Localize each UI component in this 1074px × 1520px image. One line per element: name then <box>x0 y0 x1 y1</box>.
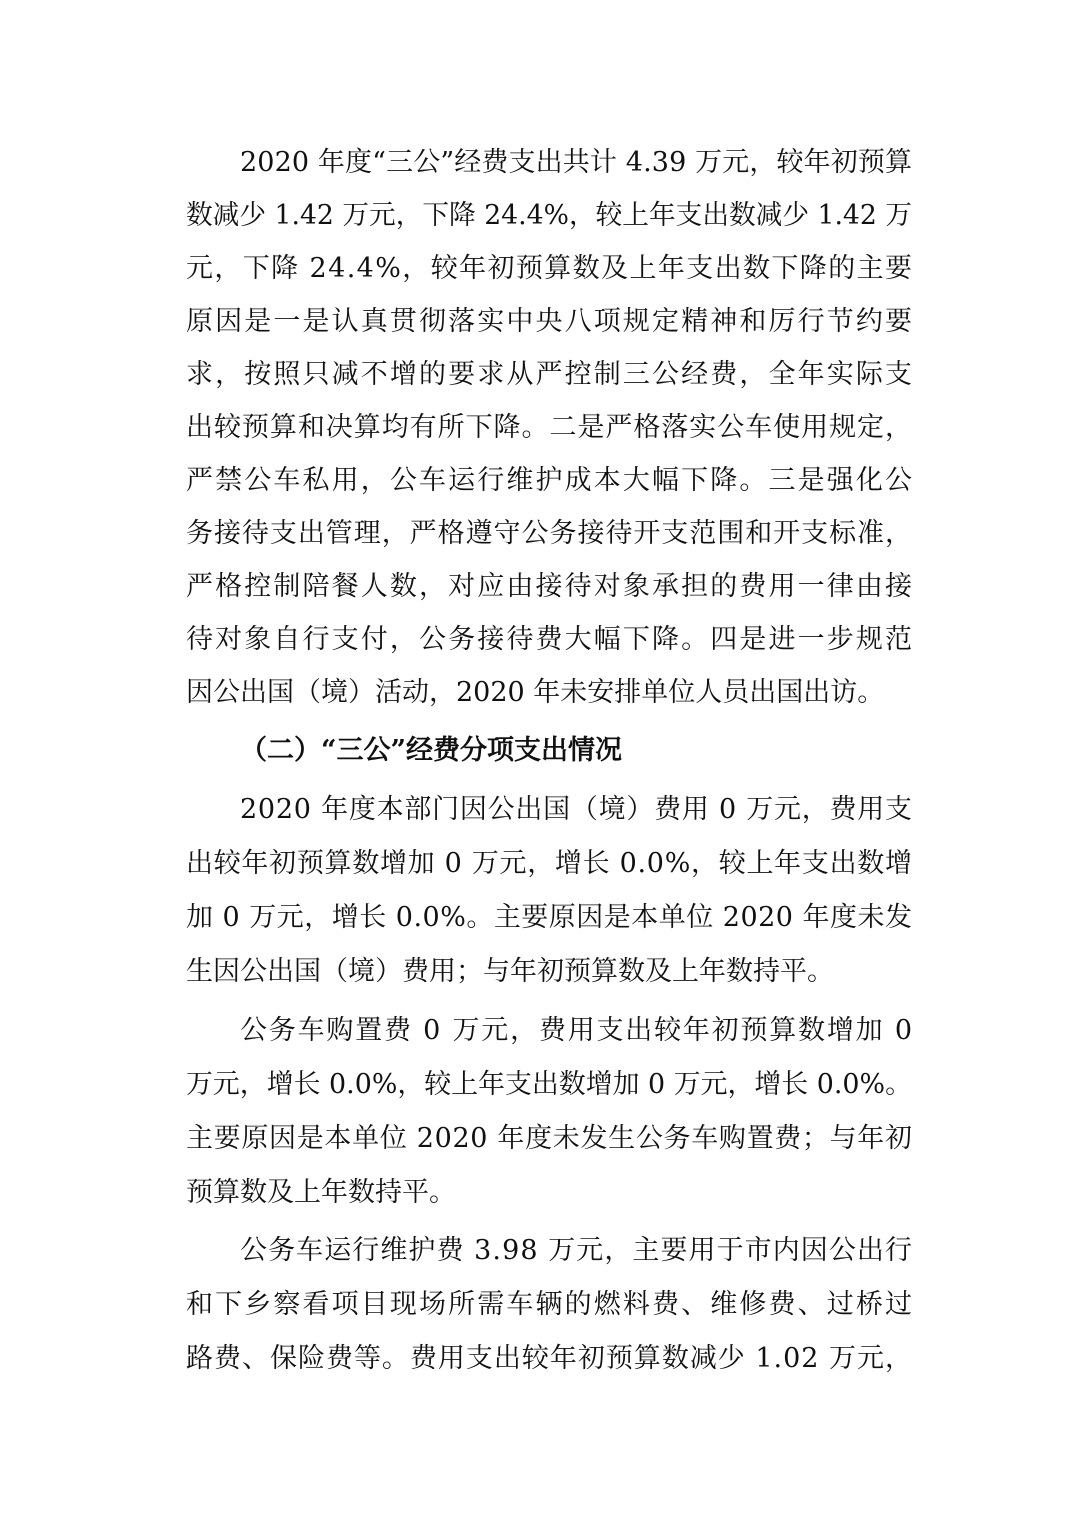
paragraph-1-line-10 <box>0 614 1074 666</box>
text-line: 原因是一是认真贯彻落实中央八项规定精神和厉行节约要 <box>186 306 915 337</box>
text-line: 加 0 万元，增长 0.0%。主要原因是本单位 2020 年度未发 <box>186 902 913 933</box>
paragraph-1-line-11 <box>0 667 1074 719</box>
paragraph-2-line-4 <box>0 946 1074 998</box>
section-heading <box>0 725 1074 777</box>
text-line: 2020 年度“三公”经费支出共计 4.39 万元，较年初预算 <box>240 147 913 178</box>
paragraph-2-line-1 <box>0 784 1074 836</box>
paragraph-1-line-4 <box>0 296 1074 348</box>
paragraph-1-line-8 <box>0 508 1074 560</box>
text-line: 主要原因是本单位 2020 年度未发生公务车购置费；与年初 <box>186 1123 913 1154</box>
paragraph-4-line-1 <box>0 1225 1074 1277</box>
paragraph-1-line-2 <box>0 190 1074 242</box>
paragraph-4-line-3 <box>0 1333 1074 1385</box>
paragraph-2-line-3 <box>0 892 1074 944</box>
text-line: 数减少 1.42 万元，下降 24.4%，较上年支出数减少 1.42 万 <box>186 200 913 231</box>
paragraph-1-line-5 <box>0 349 1074 401</box>
section-heading-text: （二）“三公”经费分项支出情况 <box>240 735 623 766</box>
paragraph-2-line-2 <box>0 838 1074 890</box>
paragraph-1-line-7 <box>0 455 1074 507</box>
text-line: 公务车运行维护费 3.98 万元，主要用于市内因公出行 <box>240 1235 914 1266</box>
text-line: 严格控制陪餐人数，对应由接待对象承担的费用一律由接 <box>186 571 915 602</box>
text-line: 预算数及上年数持平。 <box>186 1177 456 1208</box>
text-line: 路费、保险费等。费用支出较年初预算数减少 1.02 万元， <box>186 1343 913 1374</box>
text-line: 待对象自行支付，公务接待费大幅下降。四是进一步规范 <box>186 624 915 655</box>
paragraph-4-line-2 <box>0 1279 1074 1331</box>
text-line: 2020 年度本部门因公出国（境）费用 0 万元，费用支 <box>240 794 913 825</box>
text-line: 万元，增长 0.0%，较上年支出数增加 0 万元，增长 0.0%。 <box>186 1069 913 1100</box>
text-line: 出较年初预算数增加 0 万元，增长 0.0%，较上年支出数增 <box>186 848 913 879</box>
paragraph-3-line-2 <box>0 1059 1074 1111</box>
paragraph-1-line-9 <box>0 561 1074 613</box>
text-line: 严禁公车私用，公车运行维护成本大幅下降。三是强化公 <box>186 465 915 496</box>
paragraph-3-line-3 <box>0 1113 1074 1165</box>
paragraph-3-line-1 <box>0 1005 1074 1057</box>
text-line: 公务车购置费 0 万元，费用支出较年初预算数增加 0 <box>240 1015 914 1046</box>
text-line: 因公出国（境）活动，2020 年未安排单位人员出国出访。 <box>186 677 885 708</box>
text-line: 求，按照只减不增的要求从严控制三公经费，全年实际支 <box>186 359 915 390</box>
paragraph-1-line-3 <box>0 243 1074 295</box>
text-line: 元，下降 24.4%，较年初预算数及上年支出数下降的主要 <box>186 253 914 284</box>
paragraph-1-line-6 <box>0 402 1074 454</box>
paragraph-3-line-4 <box>0 1167 1074 1219</box>
text-line: 出较预算和决算均有所下降。二是严格落实公车使用规定， <box>186 412 913 443</box>
paragraph-1-line-1 <box>0 137 1074 189</box>
text-line: 生因公出国（境）费用；与年初预算数及上年数持平。 <box>186 956 834 987</box>
text-line: 务接待支出管理，严格遵守公务接待开支范围和开支标准， <box>186 518 913 549</box>
text-line: 和下乡察看项目现场所需车辆的燃料费、维修费、过桥过 <box>186 1289 915 1320</box>
